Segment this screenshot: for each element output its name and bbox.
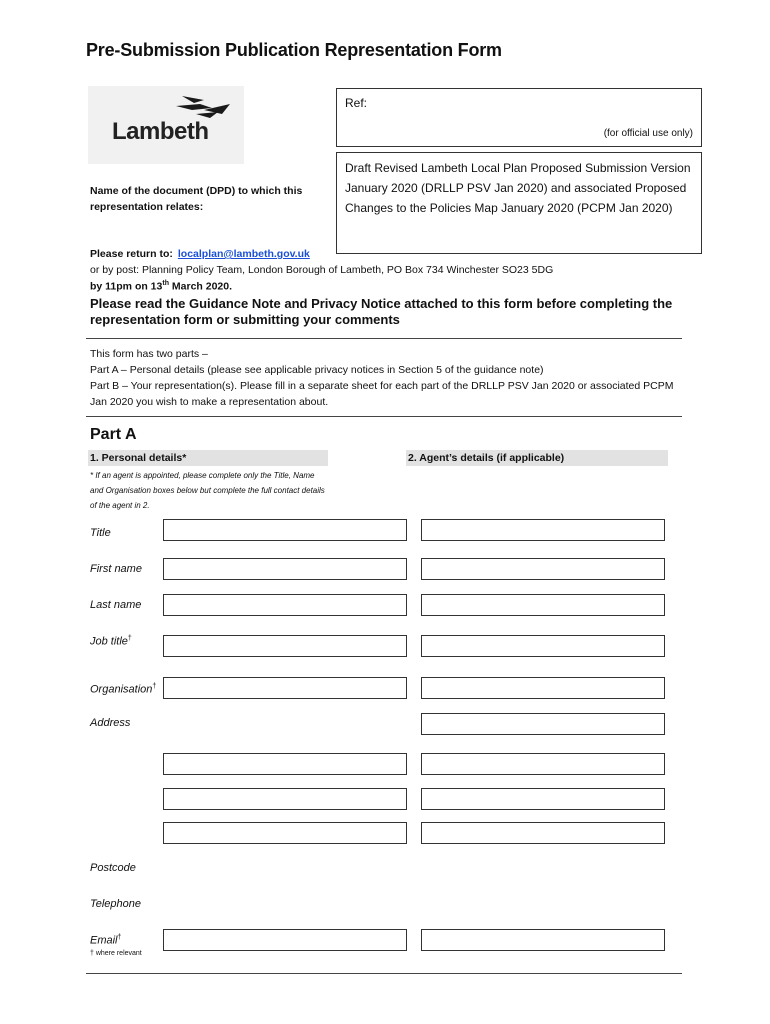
personal-last-name-field[interactable] bbox=[163, 594, 407, 616]
footnote: † where relevant bbox=[90, 950, 142, 957]
agent-first-name-field[interactable] bbox=[421, 558, 665, 580]
deadline bbox=[90, 280, 232, 293]
agent-address-line-3-field[interactable] bbox=[421, 788, 665, 810]
lambeth-logo bbox=[88, 86, 244, 164]
postal-address: or by post: Planning Policy Team, London Borough of Lambeth, PO Box 734 Winchester SO23 5DG bbox=[90, 264, 554, 276]
return-email-link[interactable]: localplan@lambeth.gov.uk bbox=[177, 248, 310, 260]
document-name-value: Draft Revised Lambeth Local Plan Proposed Submission Version January 2020 (DRLLP PSV Jan 2020) and associated Proposed Changes to the Policies Map January 2020 (PCPM Jan 2020) bbox=[336, 152, 702, 254]
personal-job-title-field[interactable] bbox=[163, 635, 407, 657]
title-label: Title bbox=[90, 527, 111, 539]
job-title-text: Job title bbox=[90, 635, 128, 648]
deadline-ordinal: th bbox=[162, 280, 169, 287]
part-a-heading: Part A bbox=[90, 426, 137, 443]
official-use-note: (for official use only) bbox=[603, 128, 693, 139]
dagger-mark: † bbox=[127, 635, 132, 642]
agent-email-field[interactable] bbox=[421, 929, 665, 951]
personal-first-name-field[interactable] bbox=[163, 558, 407, 580]
guidance-notice: Please read the Guidance Note and Privacy Notice attached to this form before completing the representation form or submitting your comments bbox=[90, 296, 673, 327]
agent-address-line-1-field[interactable] bbox=[421, 713, 665, 735]
dagger-mark: † bbox=[152, 683, 157, 690]
divider bbox=[86, 416, 682, 417]
deadline-prefix: by 11pm on 13 bbox=[90, 280, 163, 293]
address-label: Address bbox=[90, 717, 131, 729]
agent-details-header: 2. Agent’s details (if applicable) bbox=[406, 450, 668, 466]
return-label: Please return to: bbox=[90, 248, 173, 260]
agent-job-title-field[interactable] bbox=[421, 635, 665, 657]
agent-organisation-field[interactable] bbox=[421, 677, 665, 699]
job-title-label bbox=[90, 635, 132, 648]
document-name-label: Name of the document (DPD) to which this representation relates: bbox=[90, 185, 303, 213]
agent-last-name-field[interactable] bbox=[421, 594, 665, 616]
email-label bbox=[90, 934, 121, 947]
reference-box[interactable] bbox=[336, 88, 702, 147]
personal-address-line-2-field[interactable] bbox=[163, 788, 407, 810]
first-name-label: First name bbox=[90, 563, 142, 575]
form-title: Pre-Submission Publication Representation Form bbox=[86, 40, 502, 60]
last-name-label: Last name bbox=[90, 599, 142, 611]
organisation-label bbox=[90, 683, 156, 696]
agent-address-line-4-field[interactable] bbox=[421, 822, 665, 844]
agent-note: * If an agent is appointed, please complete only the Title, Name and Organisation boxes below but complete the full contact details of the agent in 2. bbox=[90, 471, 325, 510]
personal-email-field[interactable] bbox=[163, 929, 407, 951]
personal-address-line-3-field[interactable] bbox=[163, 822, 407, 844]
ref-label: Ref: bbox=[345, 96, 368, 110]
deadline-suffix: March 2020. bbox=[168, 280, 233, 293]
telephone-label: Telephone bbox=[90, 898, 141, 910]
agent-address-line-2-field[interactable] bbox=[421, 753, 665, 775]
intro-line-2: Part A – Personal details (please see applicable privacy notices in Section 5 of the guidance note) bbox=[90, 364, 544, 376]
personal-address-line-1-field[interactable] bbox=[163, 753, 407, 775]
postcode-label: Postcode bbox=[90, 862, 136, 874]
divider bbox=[86, 973, 682, 974]
organisation-text: Organisation bbox=[90, 683, 153, 696]
personal-organisation-field[interactable] bbox=[163, 677, 407, 699]
intro-line-3: Part B – Your representation(s). Please fill in a separate sheet for each part of the DRLLP PSV Jan 2020 or associated PCPM Jan 2020 you wish to make a representation about. bbox=[90, 380, 674, 408]
form-intro bbox=[90, 346, 690, 410]
logo-wordmark: Lambeth bbox=[112, 118, 209, 145]
dagger-mark: † bbox=[117, 934, 122, 941]
return-line bbox=[90, 248, 310, 260]
personal-title-field[interactable] bbox=[163, 519, 407, 541]
email-text: Email bbox=[90, 934, 118, 947]
agent-title-field[interactable] bbox=[421, 519, 665, 541]
personal-details-header: 1. Personal details* bbox=[88, 450, 328, 466]
intro-line-1: This form has two parts – bbox=[90, 348, 208, 360]
divider bbox=[86, 338, 682, 339]
